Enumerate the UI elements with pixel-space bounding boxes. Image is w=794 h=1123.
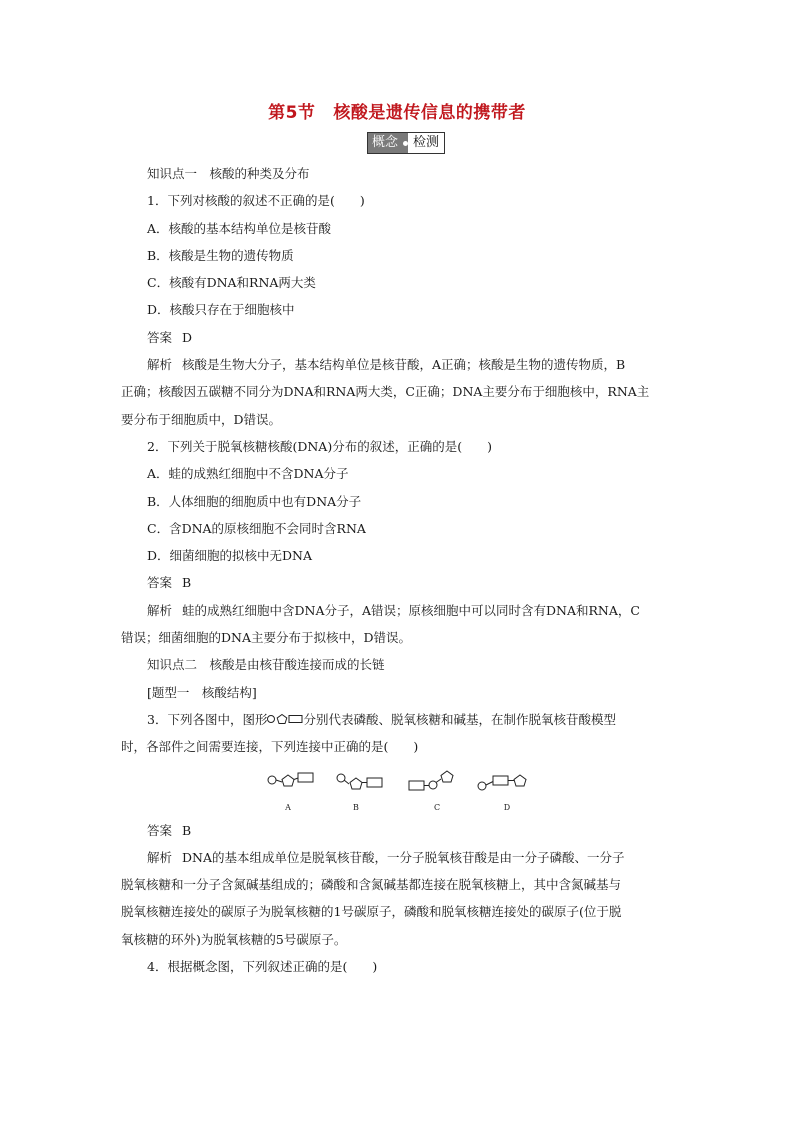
q3-analysis-line-2: 脱氧核糖和一分子含氮碱基组成的；磷酸和含氮碱基都连接在脱氧核糖上，其中含氮碱基与 xyxy=(121,877,622,893)
q1-analysis-line-2: 正确；核酸因五碳糖不同分为DNA和RNA两大类，C正确；DNA主要分布于细胞核中，RNA主 xyxy=(121,384,650,400)
q3-answer-label: 答案 xyxy=(147,822,173,838)
q2-analysis-text-1: 蛙的成熟红细胞中含DNA分子，A错误；原核细胞中可以同时含有DNA和RNA，C xyxy=(182,602,640,618)
shape-legend-icon xyxy=(267,713,303,725)
question-type-1: [题型一 核酸结构] xyxy=(147,684,257,700)
q2-analysis-label: 解析 xyxy=(147,602,173,618)
q1-option-b: B．核酸是生物的遗传物质 xyxy=(147,247,294,263)
q2-stem: 2．下列关于脱氧核糖核酸(DNA)分布的叙述，正确的是( ) xyxy=(147,438,492,454)
q2-option-c: C．含DNA的原核细胞不会同时含RNA xyxy=(147,520,366,536)
q3-diagram xyxy=(147,761,657,817)
q3-stem-line-2: 时，各部件之间需要连接，下列连接中正确的是( ) xyxy=(121,739,419,755)
q2-answer xyxy=(147,569,657,596)
q1-analysis-line-3: 要分布于细胞质中，D错误。 xyxy=(121,411,282,427)
q2-analysis-line-1 xyxy=(147,597,657,624)
q3-answer xyxy=(147,817,657,844)
q3-analysis-text-1: DNA的基本组成单位是脱氧核苷酸，一分子脱氧核苷酸是由一分子磷酸、一分子 xyxy=(182,849,625,865)
q4-stem: 4．根据概念图，下列叙述正确的是( ) xyxy=(147,959,378,975)
q2-option-a: A．蛙的成熟红细胞中不含DNA分子 xyxy=(147,466,349,482)
q3-analysis-label: 解析 xyxy=(147,849,173,865)
option-b-model xyxy=(337,774,382,812)
q2-option-b: B．人体细胞的细胞质中也有DNA分子 xyxy=(147,493,362,509)
q1-answer-value: D xyxy=(182,329,193,345)
option-d-label: D xyxy=(503,802,511,812)
badge-right-label: 检测 xyxy=(408,133,444,153)
q3-analysis-line-3: 脱氧核糖连接处的碳原子为脱氧核糖的1号碳原子，磷酸和脱氧核糖连接处的碳原子(位于脱 xyxy=(121,904,622,920)
q3-stem-prefix: 3．下列各图中，图形 xyxy=(147,711,268,727)
option-d-model xyxy=(478,775,526,812)
q1-stem: 1．下列对核酸的叙述不正确的是( ) xyxy=(147,193,365,209)
base-rectangle-icon xyxy=(289,715,302,722)
q2-answer-label: 答案 xyxy=(147,575,173,591)
q3-stem-line-1 xyxy=(147,706,657,733)
section-heading: 核酸是遗传信息的携带者 xyxy=(333,103,526,123)
q1-option-a: A．核酸的基本结构单位是核苷酸 xyxy=(147,220,332,236)
q1-analysis-line-1 xyxy=(147,351,657,378)
nucleotide-options-diagram xyxy=(257,767,557,819)
q1-answer-label: 答案 xyxy=(147,329,173,345)
q2-option-d: D．细菌细胞的拟核中无DNA xyxy=(147,548,313,564)
option-c-model xyxy=(409,771,453,812)
q2-answer-value: B xyxy=(182,575,192,591)
q3-analysis-line-1 xyxy=(147,844,657,871)
q1-option-c: C．核酸有DNA和RNA两大类 xyxy=(147,275,316,291)
knowledge-point-2: 知识点二 核酸是由核苷酸连接而成的长链 xyxy=(147,657,385,673)
knowledge-point-1: 知识点一 核酸的种类及分布 xyxy=(147,166,310,181)
q1-analysis-label: 解析 xyxy=(147,357,173,373)
q3-answer-value: B xyxy=(182,822,192,838)
section-title xyxy=(0,98,794,123)
q1-option-d: D．核酸只存在于细胞核中 xyxy=(147,302,295,318)
q3-analysis-line-4: 氧核糖的环外)为脱氧核糖的5号碳原子。 xyxy=(121,931,347,947)
concept-check-badge xyxy=(367,132,445,154)
content-body xyxy=(121,160,657,980)
q3-stem-suffix: 分别代表磷酸、脱氧核糖和碱基，在制作脱氧核苷酸模型 xyxy=(303,711,616,727)
deoxyribose-pentagon-icon xyxy=(278,714,288,723)
badge-left-label: 概念 xyxy=(368,133,402,153)
q1-answer xyxy=(147,324,657,351)
option-a-model xyxy=(268,773,313,812)
option-a-label: A xyxy=(285,802,291,812)
option-b-label: B xyxy=(353,802,359,812)
phosphate-circle-icon xyxy=(268,715,275,722)
q2-analysis-line-2: 错误；细菌细胞的DNA主要分布于拟核中，D错误。 xyxy=(121,630,412,646)
option-c-label: C xyxy=(433,802,441,812)
q1-analysis-text-1: 核酸是生物大分子，基本结构单位是核苷酸，A正确；核酸是生物的遗传物质，B xyxy=(182,357,626,373)
section-number: 第5节 xyxy=(268,103,316,123)
